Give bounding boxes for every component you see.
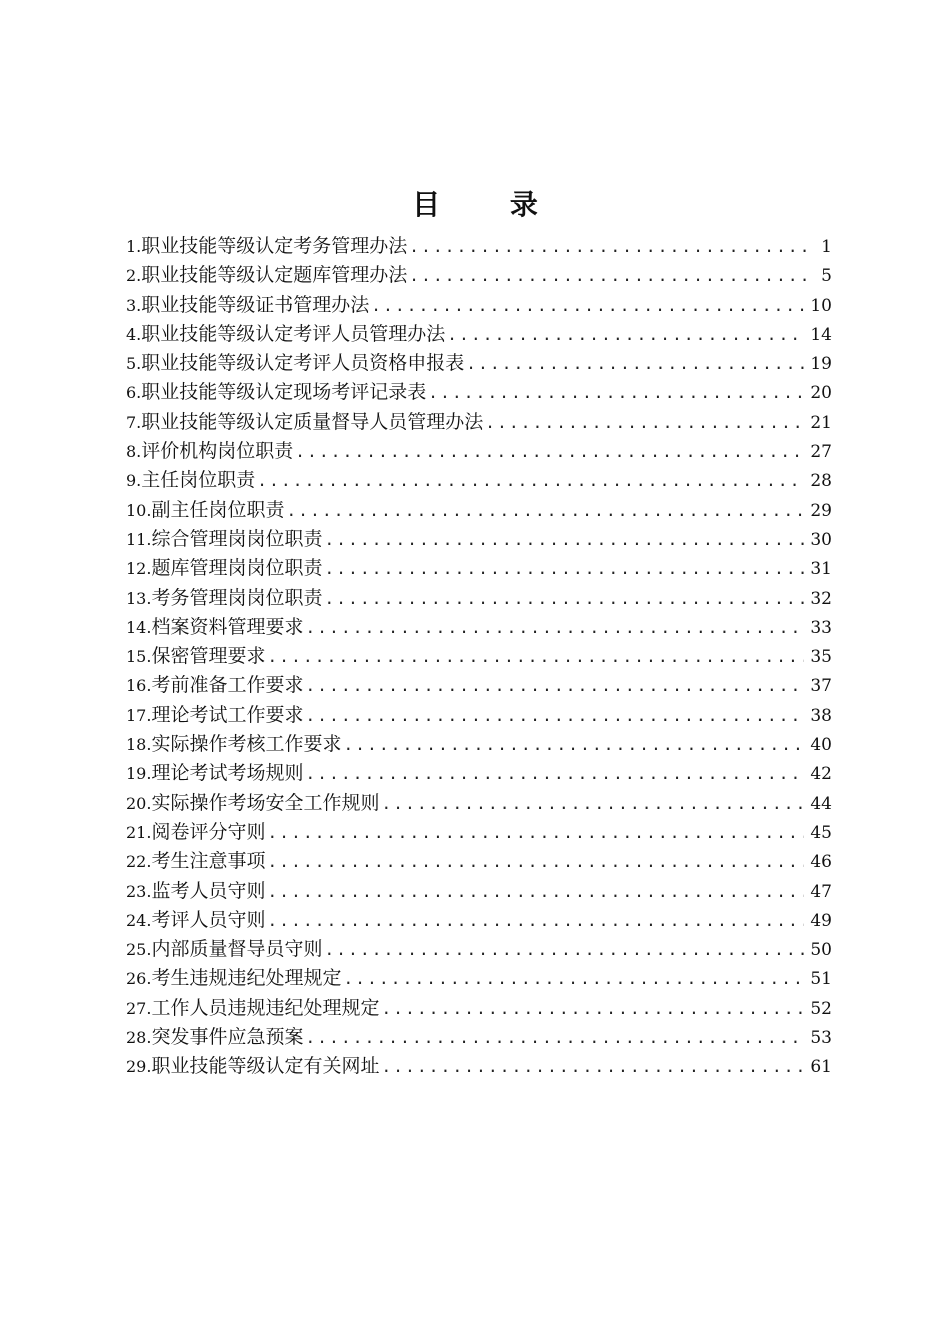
toc-entry[interactable] (126, 525, 832, 554)
toc-entry-page: 46 (810, 852, 832, 873)
toc-entry[interactable] (126, 935, 832, 964)
toc-entry-page: 52 (810, 998, 832, 1019)
toc-entry-title: 监考人员守则 (151, 879, 266, 902)
toc-dot-leader (305, 1023, 804, 1052)
toc-dot-leader (305, 759, 804, 788)
toc-entry-title: 保密管理要求 (151, 645, 266, 668)
toc-entry-page: 38 (810, 705, 832, 726)
toc-dot-leader (485, 408, 804, 437)
toc-entry-title: 实际操作考核工作要求 (151, 733, 342, 756)
toc-entry-title: 评价机构岗位职责 (141, 440, 294, 463)
toc-entry-page: 33 (810, 617, 832, 638)
toc-entry[interactable] (126, 671, 832, 700)
toc-entry[interactable] (126, 701, 832, 730)
toc-entry-page: 29 (810, 500, 832, 521)
toc-entry[interactable] (126, 291, 832, 320)
toc-entry-title: 职业技能等级认定有关网址 (151, 1055, 380, 1078)
toc-entry-page: 44 (810, 793, 832, 814)
toc-dot-leader (257, 466, 804, 495)
toc-dot-leader (381, 789, 804, 818)
toc-entry-number: 26. (126, 969, 152, 989)
toc-entry-title: 突发事件应急预案 (151, 1026, 304, 1049)
toc-entry-title: 职业技能等级证书管理办法 (141, 293, 370, 316)
toc-entry-page: 35 (810, 647, 832, 668)
toc-entry[interactable] (126, 554, 832, 583)
toc-dot-leader (305, 671, 804, 700)
toc-dot-leader (409, 261, 815, 290)
toc-entry-number: 2. (126, 266, 142, 286)
toc-dot-leader (381, 994, 804, 1023)
toc-entry-number: 4. (126, 324, 142, 344)
toc-entry[interactable] (126, 847, 832, 876)
toc-entry-number: 20. (126, 793, 152, 813)
toc-entry-number: 9. (126, 471, 142, 491)
toc-entry-number: 25. (126, 940, 152, 960)
toc-entry-page: 61 (810, 1057, 832, 1078)
toc-dot-leader (267, 847, 804, 876)
toc-entry-number: 23. (126, 881, 152, 901)
toc-dot-leader (267, 642, 804, 671)
toc-entry-page: 21 (810, 412, 832, 433)
toc-entry-title: 考生违规违纪处理规定 (151, 967, 342, 990)
toc-dot-leader (295, 437, 804, 466)
toc-entry-number: 28. (126, 1028, 152, 1048)
toc-entry[interactable] (126, 584, 832, 613)
toc-entry-page: 51 (810, 969, 832, 990)
toc-entry-title: 考生注意事项 (151, 850, 266, 873)
toc-entry-number: 14. (126, 617, 152, 637)
toc-dot-leader (466, 349, 804, 378)
toc-entry[interactable] (126, 1052, 832, 1081)
toc-entry-title: 职业技能等级认定考评人员管理办法 (141, 322, 446, 345)
toc-entry-page: 19 (810, 354, 832, 375)
toc-entry-title: 综合管理岗岗位职责 (151, 527, 323, 550)
toc-entry-number: 7. (126, 412, 142, 432)
toc-entry-number: 18. (126, 735, 152, 755)
toc-entry-title: 考务管理岗岗位职责 (151, 586, 323, 609)
toc-entry-page: 1 (821, 237, 832, 257)
toc-entry[interactable] (126, 408, 832, 437)
toc-entry-page: 47 (810, 881, 832, 902)
toc-entry[interactable] (126, 759, 832, 788)
toc-entry[interactable] (126, 349, 832, 378)
toc-entry-number: 3. (126, 295, 142, 315)
toc-dot-leader (305, 613, 804, 642)
toc-dot-leader (343, 730, 804, 759)
toc-entry-page: 27 (810, 442, 832, 463)
toc-entry[interactable] (126, 964, 832, 993)
toc-entry-page: 5 (821, 266, 832, 287)
toc-entry-title: 实际操作考场安全工作规则 (151, 791, 380, 814)
toc-entry-number: 21. (126, 822, 152, 842)
toc-entry-title: 工作人员违规违纪处理规定 (151, 996, 380, 1019)
toc-entry-page: 53 (810, 1028, 832, 1049)
toc-entry-page: 45 (810, 822, 832, 843)
toc-entry-number: 5. (126, 354, 142, 374)
toc-dot-leader (324, 554, 804, 583)
toc-dot-leader (267, 818, 804, 847)
toc-entry[interactable] (126, 613, 832, 642)
toc-entry-title: 职业技能等级认定质量督导人员管理办法 (141, 410, 484, 433)
toc-entry-number: 11. (126, 529, 152, 549)
toc-dot-leader (428, 378, 804, 407)
toc-entry-page: 20 (810, 383, 832, 404)
toc-entry-page: 10 (810, 295, 832, 316)
toc-entry-page: 40 (810, 735, 832, 756)
toc-dot-leader (381, 1052, 804, 1081)
toc-entry[interactable] (126, 496, 832, 525)
toc-entry-title: 理论考试工作要求 (151, 703, 304, 726)
page-title: 目 录 (412, 187, 568, 221)
toc-entry-number: 27. (126, 998, 152, 1018)
toc-entry-number: 8. (126, 442, 142, 462)
toc-entry-number: 1. (126, 237, 142, 256)
toc-entry-number: 12. (126, 559, 152, 579)
toc-entry-title: 题库管理岗岗位职责 (151, 557, 323, 580)
toc-dot-leader (267, 877, 804, 906)
toc-entry-page: 49 (810, 910, 832, 931)
toc-entry-page: 37 (810, 676, 832, 697)
toc-entry-page: 50 (810, 940, 832, 961)
toc-entry-number: 13. (126, 588, 152, 608)
toc-entry-title: 职业技能等级认定考评人员资格申报表 (141, 352, 465, 375)
toc-dot-leader (305, 701, 804, 730)
toc-entry-title: 主任岗位职责 (141, 469, 256, 492)
toc-entry-title: 考前准备工作要求 (151, 674, 304, 697)
toc-entry[interactable] (126, 994, 832, 1023)
toc-entry-title: 职业技能等级认定现场考评记录表 (141, 381, 427, 404)
toc-dot-leader (343, 964, 804, 993)
toc-entry-page: 32 (810, 588, 832, 609)
toc-dot-leader (409, 232, 815, 261)
toc-entry-title: 职业技能等级认定考务管理办法 (141, 235, 408, 257)
toc-entry[interactable] (126, 320, 832, 349)
toc-entry-number: 6. (126, 383, 142, 403)
toc-entry[interactable] (126, 877, 832, 906)
toc-entry[interactable] (126, 789, 832, 818)
toc-dot-leader (286, 496, 804, 525)
toc-entry[interactable] (126, 1023, 832, 1052)
toc-entry-number: 19. (126, 764, 152, 784)
toc-dot-leader (267, 906, 804, 935)
toc-entry[interactable] (126, 378, 832, 407)
toc-entry-number: 29. (126, 1057, 152, 1077)
toc-entry-number: 16. (126, 676, 152, 696)
toc-entry[interactable] (126, 261, 832, 290)
toc-entry-title: 职业技能等级认定题库管理办法 (141, 264, 408, 287)
toc-entry-number: 22. (126, 852, 152, 872)
toc-entry[interactable] (126, 466, 832, 495)
toc-entry-page: 30 (810, 529, 832, 550)
toc-entry[interactable] (126, 730, 832, 759)
toc-entry-title: 副主任岗位职责 (151, 498, 285, 521)
toc-entry-page: 42 (810, 764, 832, 785)
toc-entry-number: 24. (126, 910, 152, 930)
toc-entry[interactable] (126, 437, 832, 466)
toc-entry-page: 31 (810, 559, 832, 580)
toc-dot-leader (447, 320, 804, 349)
toc-entry-title: 理论考试考场规则 (151, 762, 304, 785)
toc-entry-page: 28 (810, 471, 832, 492)
toc-dot-leader (324, 584, 804, 613)
toc-dot-leader (371, 291, 804, 320)
toc-dot-leader (324, 935, 804, 964)
toc-entry-number: 17. (126, 705, 152, 725)
toc-entry[interactable] (126, 232, 832, 261)
toc-entry-title: 阅卷评分守则 (151, 820, 266, 843)
toc-entry-title: 档案资料管理要求 (151, 615, 304, 638)
toc-entry-number: 10. (126, 500, 152, 520)
toc-entry[interactable] (126, 818, 832, 847)
toc-entry-number: 15. (126, 647, 152, 667)
toc-dot-leader (324, 525, 804, 554)
toc-entry[interactable] (126, 906, 832, 935)
toc-entry-title: 内部质量督导员守则 (151, 938, 323, 961)
toc-entry[interactable] (126, 642, 832, 671)
toc-entry-page: 14 (810, 324, 832, 345)
table-of-contents (126, 232, 832, 1082)
toc-entry-title: 考评人员守则 (151, 908, 266, 931)
